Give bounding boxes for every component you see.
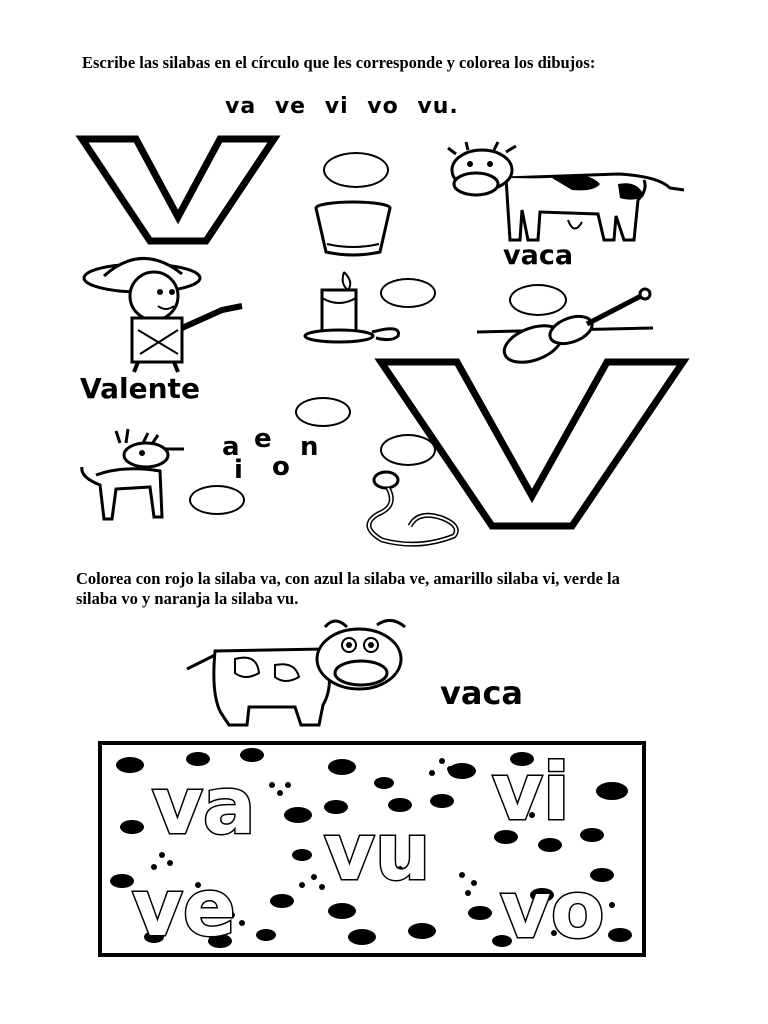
answer-circle[interactable]: [323, 152, 389, 188]
vowel-u: u: [300, 434, 319, 464]
candle-icon: [302, 268, 406, 346]
deer-icon: [76, 425, 188, 525]
vowel-a: a: [222, 432, 240, 462]
syllables-line: va ve vi vo vu.: [225, 94, 459, 119]
box-syllable-vo: vo: [500, 866, 605, 956]
vowel-i: i: [234, 455, 243, 485]
box-syllable-va: va: [152, 762, 256, 852]
answer-circle[interactable]: [295, 397, 351, 427]
label-valente: Valente: [80, 372, 200, 405]
instruction-1: Escribe las silabas en el círculo que les corresponde y colorea los dibujos:: [82, 53, 596, 72]
violin-icon: [477, 288, 657, 368]
syllables-box: [98, 741, 646, 957]
box-syllable-ve: ve: [132, 864, 236, 954]
box-syllable-vu: vu: [324, 808, 431, 898]
answer-circle[interactable]: [189, 485, 245, 515]
instruction-2-line2: silaba vo y naranja la silaba vu.: [76, 589, 299, 608]
glass-icon: [312, 200, 394, 258]
label-vaca-bottom: vaca: [440, 674, 524, 712]
boy-icon: [82, 250, 252, 375]
snake-icon: [358, 470, 464, 548]
cow-spots-pattern: [102, 745, 642, 956]
big-letter-v-top: [78, 135, 278, 245]
label-vaca-top: vaca: [503, 240, 574, 271]
vowel-o: o: [272, 452, 290, 482]
vowel-e: e: [254, 424, 272, 454]
box-syllable-vi: vi: [492, 748, 570, 838]
cow-icon: [448, 140, 688, 250]
instruction-2-line1: Colorea con rojo la silaba va, con azul la silaba ve, amarillo silaba vi, verde la: [76, 569, 620, 588]
cow-bottom-icon: [185, 615, 415, 735]
